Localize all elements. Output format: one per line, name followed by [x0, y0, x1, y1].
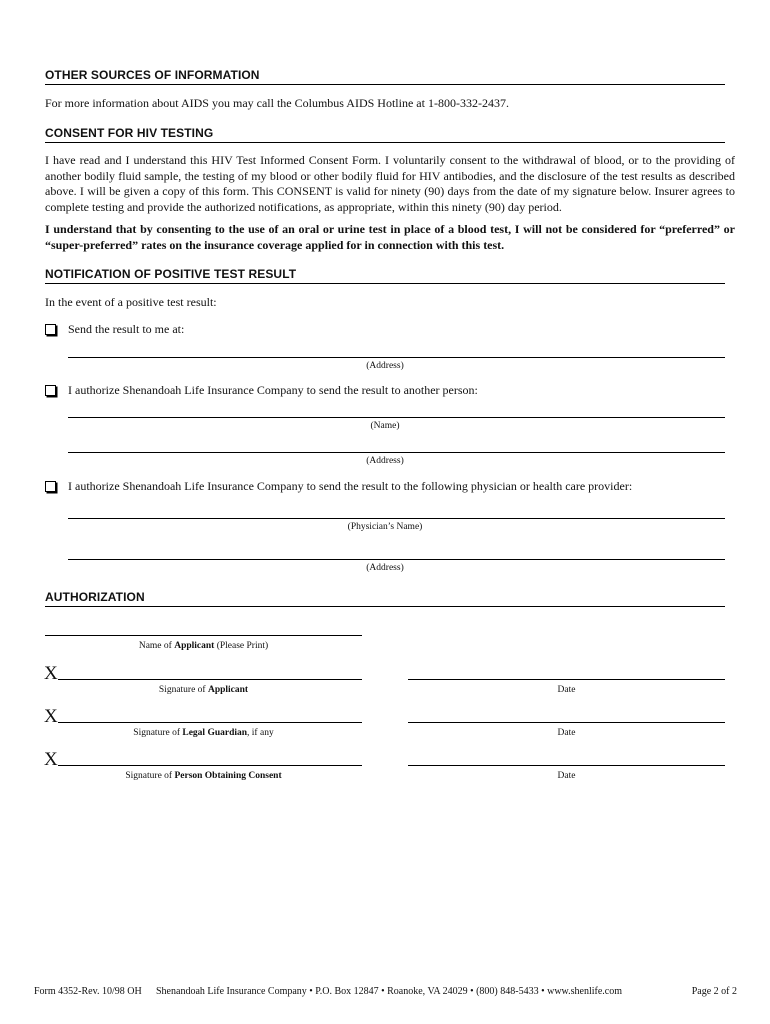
applicant-name-caption: Name of Applicant (Please Print)	[138, 641, 269, 651]
consent-person-date-caption: Date	[557, 771, 576, 781]
other-sources-heading: OTHER SOURCES OF INFORMATION	[45, 68, 725, 85]
guardian-signature-caption: Signature of Legal Guardian, if any	[133, 728, 274, 738]
send-to-me-checkbox[interactable]	[45, 324, 56, 335]
footer-company: Shenandoah Life Insurance Company • P.O. Box 12847 • Roanoke, VA 24029 • (800) 848-5433 • www.shenlife.com	[156, 986, 622, 997]
notification-intro: In the event of a positive test result:	[45, 295, 217, 309]
consent-text: I have read and I understand this HIV Test Informed Consent Form. I voluntarily consent to the withdrawal of blood, or to the providing of another bodily fluid sample, the testing of my blood or other bodily fluid for HIV antibodies, and the disclosure of the test results as described above. I will be given a copy of this form. This CONSENT is valid for ninety (90) days from the date of my signature below. Insurer agrees to complete testing and provide the authorized notifications, as appropriate, within this ninety (90) day period.	[45, 153, 735, 214]
applicant-date-field[interactable]	[408, 679, 725, 680]
other-sources-text: For more information about AIDS you may call the Columbus AIDS Hotline at 1-800-332-2437.	[45, 96, 509, 110]
other-person-checkbox[interactable]	[45, 385, 56, 396]
physician-address-caption: (Address)	[366, 563, 404, 573]
other-person-name-field[interactable]	[68, 417, 725, 418]
other-person-address-caption: (Address)	[366, 456, 404, 466]
my-address-caption: (Address)	[366, 361, 404, 371]
applicant-signature-field[interactable]	[58, 679, 362, 680]
other-person-name-caption: (Name)	[370, 421, 400, 431]
consent-person-date-field[interactable]	[408, 765, 725, 766]
physician-name-caption: (Physician’s Name)	[347, 522, 423, 532]
applicant-x-mark: X	[44, 663, 58, 684]
guardian-date-field[interactable]	[408, 722, 725, 723]
applicant-name-field[interactable]	[45, 635, 362, 636]
consent-person-signature-field[interactable]	[58, 765, 362, 766]
guardian-date-caption: Date	[557, 728, 576, 738]
my-address-field[interactable]	[68, 357, 725, 358]
physician-address-field[interactable]	[68, 559, 725, 560]
applicant-signature-caption: Signature of Applicant	[158, 685, 249, 695]
guardian-signature-field[interactable]	[58, 722, 362, 723]
consent-heading: CONSENT FOR HIV TESTING	[45, 126, 725, 143]
consent-person-x-mark: X	[44, 749, 58, 770]
physician-name-field[interactable]	[68, 518, 725, 519]
physician-checkbox[interactable]	[45, 481, 56, 492]
guardian-x-mark: X	[44, 706, 58, 727]
footer-page-number: Page 2 of 2	[691, 986, 737, 997]
consent-bold-text: I understand that by consenting to the use of an oral or urine test in place of a blood test, I will not be considered for “preferred” or “super-preferred” rates on the insurance coverage applied for in connection with this test.	[45, 222, 735, 252]
footer-form-id: Form 4352-Rev. 10/98 OH	[34, 986, 142, 997]
send-to-me-label: Send the result to me at:	[68, 322, 185, 336]
notification-heading: NOTIFICATION OF POSITIVE TEST RESULT	[45, 267, 725, 284]
applicant-date-caption: Date	[557, 685, 576, 695]
other-person-label: I authorize Shenandoah Life Insurance Company to send the result to another person:	[68, 383, 478, 397]
authorization-heading: AUTHORIZATION	[45, 590, 725, 607]
consent-person-signature-caption: Signature of Person Obtaining Consent	[125, 771, 282, 781]
physician-label: I authorize Shenandoah Life Insurance Company to send the result to the following physician or health care provider:	[68, 479, 633, 493]
other-person-address-field[interactable]	[68, 452, 725, 453]
